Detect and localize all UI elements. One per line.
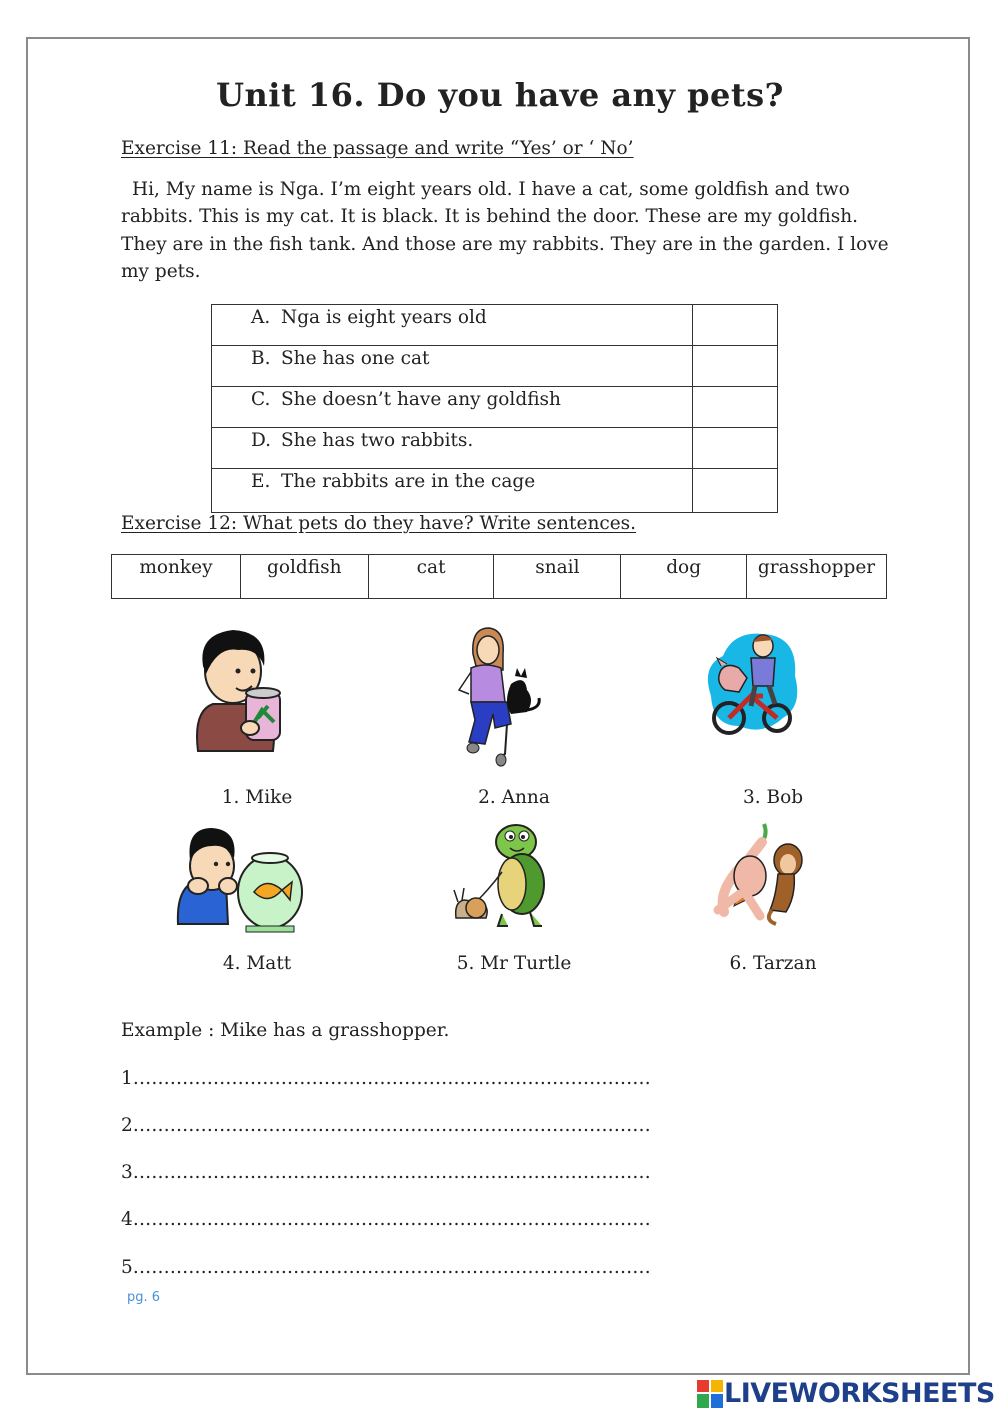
word-cell: monkey [112, 555, 241, 599]
table-row [212, 428, 778, 469]
statement-letter: D. [251, 430, 272, 451]
yes-no-table [211, 304, 778, 513]
answer-cell[interactable] [693, 469, 778, 513]
table-row [212, 469, 778, 513]
page-number: pg. 6 [127, 1290, 161, 1305]
statement-text: Nga is eight years old [281, 307, 487, 328]
word-cell: grasshopper [747, 555, 887, 599]
answer-cell[interactable] [693, 305, 778, 346]
example-sentence: Example : Mike has a grasshopper. [121, 1020, 450, 1041]
liveworksheets-logo-icon [697, 1380, 723, 1408]
caption-matt: 4. Matt [222, 953, 292, 974]
statement-cell [212, 469, 693, 513]
answer-cell[interactable] [693, 346, 778, 387]
reading-passage: Hi, My name is Nga. I’m eight years old. I have a cat, some goldfish and two rabbits. This is my cat. It is black. It is behind the door. These are my goldfish. They are in the fish tank. And those are my rabbits. They are in the garden. I love my pets. [121, 179, 889, 282]
statement-letter: C. [251, 389, 271, 410]
exercise-11-heading: Exercise 11: Read the passage and write “Yes’ or ‘ No’ [121, 138, 634, 159]
answer-line-4[interactable]: 4………………………………………………………………………… [121, 1209, 651, 1230]
mr-turtle-illustration [450, 822, 550, 930]
statement-text: She doesn’t have any goldfish [281, 389, 561, 410]
tarzan-illustration [706, 820, 806, 928]
answer-cell[interactable] [693, 387, 778, 428]
bob-illustration [703, 626, 803, 741]
table-row [112, 555, 887, 599]
statement-text: She has two rabbits. [281, 430, 474, 451]
page-title: Unit 16. Do you have any pets? [216, 76, 784, 114]
table-row [212, 387, 778, 428]
caption-mr-turtle: 5. Mr Turtle [456, 953, 572, 974]
word-cell: cat [368, 555, 494, 599]
answer-line-2[interactable]: 2………………………………………………………………………… [121, 1115, 651, 1136]
matt-illustration [176, 824, 306, 936]
mike-illustration [188, 626, 298, 756]
statement-cell [212, 346, 693, 387]
anna-illustration [455, 624, 545, 769]
caption-mike: 1. Mike [221, 787, 293, 808]
statement-cell [212, 387, 693, 428]
caption-anna: 2. Anna [478, 787, 550, 808]
statement-text: She has one cat [281, 348, 430, 369]
caption-tarzan: 6. Tarzan [729, 953, 817, 974]
table-row [212, 305, 778, 346]
word-bank-table [111, 554, 887, 599]
statement-letter: E. [251, 471, 271, 492]
statement-text: The rabbits are in the cage [281, 471, 536, 492]
statement-cell [212, 305, 693, 346]
liveworksheets-logo [697, 1378, 995, 1409]
statement-cell [212, 428, 693, 469]
word-cell: snail [494, 555, 621, 599]
brand-name: LIVEWORKSHEETS [724, 1378, 995, 1409]
exercise-12-heading: Exercise 12: What pets do they have? Write sentences. [121, 513, 637, 534]
answer-cell[interactable] [693, 428, 778, 469]
statement-letter: B. [251, 348, 271, 369]
statement-letter: A. [251, 307, 271, 328]
answer-line-3[interactable]: 3………………………………………………………………………… [121, 1162, 651, 1183]
caption-bob: 3. Bob [742, 787, 804, 808]
table-row [212, 346, 778, 387]
word-cell: goldfish [240, 555, 368, 599]
answer-line-1[interactable]: 1………………………………………………………………………… [121, 1068, 651, 1089]
word-cell: dog [621, 555, 747, 599]
answer-line-5[interactable]: 5………………………………………………………………………… [121, 1257, 651, 1278]
